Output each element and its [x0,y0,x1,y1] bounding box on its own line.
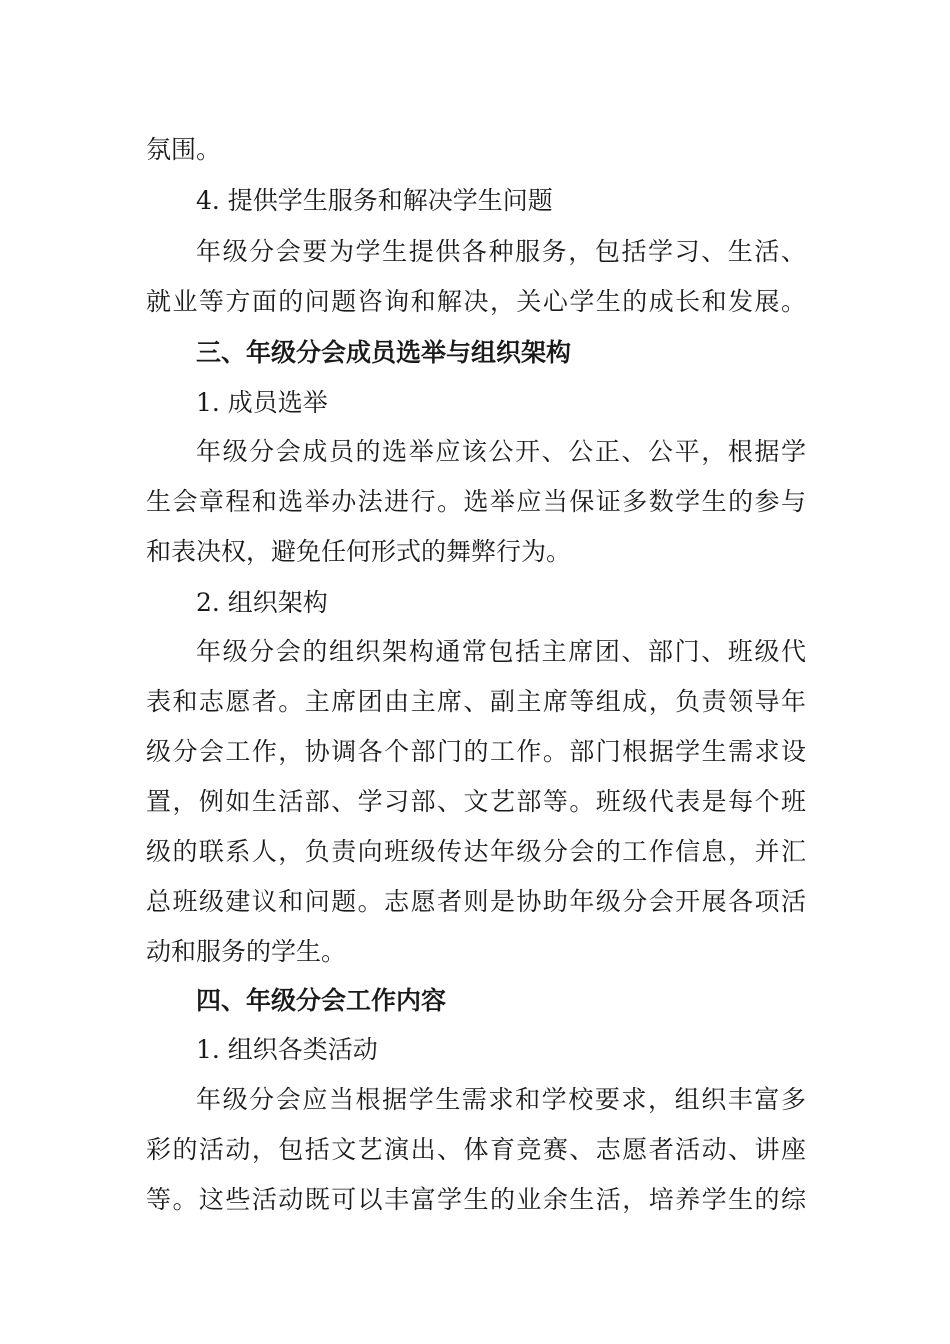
paragraph-line: 生会章程和选举办法进行。选举应当保证多数学生的参与 [146,487,806,516]
section-heading-4: 四、年级分会工作内容 [196,986,447,1015]
paragraph-line: 级的联系人，负责向班级传达年级分会的工作信息，并汇 [146,837,806,866]
paragraph-line: 氛围。 [146,135,222,164]
subheading-1-organize-activities: 1. 组织各类活动 [196,1035,378,1064]
subheading-2-org-structure: 2. 组织架构 [196,588,328,617]
paragraph-line: 动和服务的学生。 [146,937,347,966]
paragraph-line: 置，例如生活部、学习部、文艺部等。班级代表是每个班 [146,787,806,816]
subheading-1-member-election: 1. 成员选举 [196,388,328,417]
paragraph-line: 表和志愿者。主席团由主席、副主席等组成，负责领导年 [146,687,806,716]
paragraph-line: 年级分会要为学生提供各种服务，包括学习、生活、 [196,237,806,266]
subheading-4-student-services: 4. 提供学生服务和解决学生问题 [196,186,553,215]
paragraph-line: 彩的活动，包括文艺演出、体育竞赛、志愿者活动、讲座 [146,1135,806,1164]
paragraph-line: 年级分会成员的选举应该公开、公正、公平，根据学 [196,437,806,466]
paragraph-line: 年级分会应当根据学生需求和学校要求，组织丰富多 [196,1085,806,1114]
paragraph-line: 等。这些活动既可以丰富学生的业余生活，培养学生的综 [146,1185,806,1214]
paragraph-line: 总班级建议和问题。志愿者则是协助年级分会开展各项活 [146,887,806,916]
paragraph-line: 年级分会的组织架构通常包括主席团、部门、班级代 [196,637,806,666]
paragraph-line: 和表决权，避免任何形式的舞弊行为。 [146,537,572,566]
paragraph-line: 就业等方面的问题咨询和解决，关心学生的成长和发展。 [146,287,806,316]
paragraph-line: 级分会工作，协调各个部门的工作。部门根据学生需求设 [146,737,806,766]
section-heading-3: 三、年级分会成员选举与组织架构 [196,338,572,367]
